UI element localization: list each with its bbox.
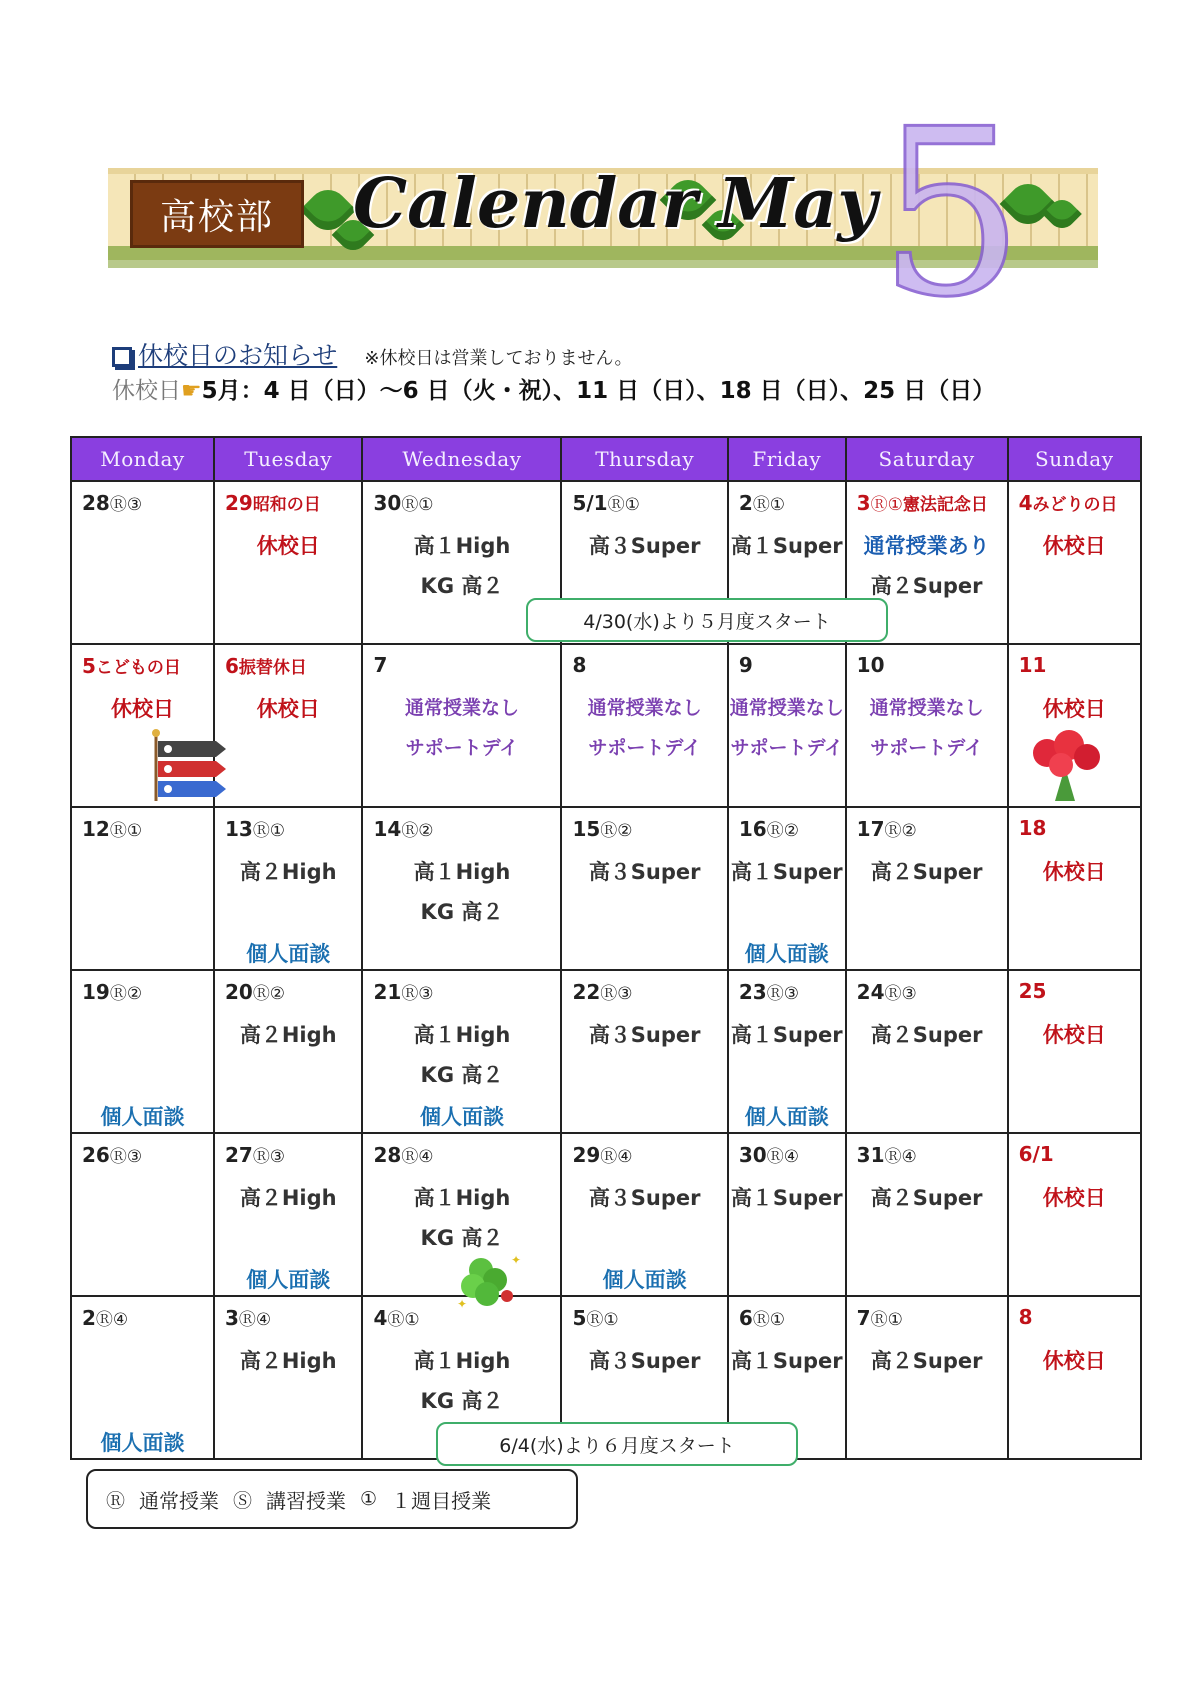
cell-note: 高２High [239,1023,337,1047]
interview-label: 個人面談 [744,1105,829,1129]
cell-note: KG 高２ [420,1063,504,1087]
day-number-label [572,979,632,1004]
day-number-label [739,653,753,677]
day-number-label [1019,816,1047,840]
day-number-label [373,1142,433,1167]
header-banner [108,81,1098,348]
day-number-label [225,816,285,841]
cell-note: 高１Super [730,1186,843,1210]
calendar-week-row [71,644,1141,807]
class-week-mark: Ⓡ① [401,495,434,515]
holiday-name: みどりの日 [1032,495,1118,515]
interview-label: 個人面談 [246,1268,331,1292]
cell-note: サポートデイ [730,737,844,759]
day-number: 22 [572,980,601,1004]
day-number-label [857,490,988,515]
cell-note: 高１Super [730,534,843,558]
day-number-label [739,816,799,841]
may-start-banner: 4/30(水)より５月度スタート [526,598,888,642]
day-number: 9 [738,653,753,677]
day-number-label [739,979,799,1004]
cell-note: サポートデイ [405,737,519,759]
day-number: 19 [82,980,110,1004]
day-number: 29 [224,491,253,515]
day-number: 3 [856,491,871,515]
day-number-label [572,1305,618,1330]
day-number-label [739,1305,785,1330]
day-number-label [82,1142,142,1167]
day-number-label [1019,979,1047,1003]
cell-note: 高１High [413,1349,511,1373]
regular-class-symbol: Ⓡ [106,1489,126,1512]
cell-note: 高３Super [588,1023,701,1047]
calendar-day-cell [1008,1296,1141,1459]
cell-note: 高２High [239,1186,337,1210]
day-number: 2 [82,1306,96,1330]
interview-label: 個人面談 [419,1105,504,1129]
cell-note: 休校日 [1042,1023,1106,1047]
weekday-wednesday: Wednesday [362,437,561,481]
calendar-day-cell [561,807,727,970]
closure-notice [112,336,633,372]
day-number: 3 [224,1306,239,1330]
holiday-name: 振替休日 [238,658,307,678]
calendar-day-cell [728,644,846,807]
cell-note: 休校日 [1042,534,1106,558]
class-week-mark: Ⓡ① [607,495,640,515]
week-number-label: １週目授業 [391,1488,492,1513]
day-number-label [225,1305,271,1330]
month-number: 5 [878,81,1025,348]
class-week-mark: Ⓡ① [870,495,903,515]
weekday-sunday: Sunday [1008,437,1141,481]
day-number: 27 [224,1143,253,1167]
title-month: May [718,164,877,244]
day-number: 30 [738,1143,767,1167]
calendar-day-cell [561,970,727,1133]
day-number-label [857,979,917,1004]
calendar-week-row [71,1133,1141,1296]
legend [86,1469,578,1529]
closure-date-list: 5月：4 日（日）〜6 日（火・祝）、11 日（日）、18 日（日）、25 日（日） [201,378,996,404]
day-number: 28 [373,1143,402,1167]
day-number: 6/1 [1018,1142,1054,1166]
calendar-day-cell [1008,644,1141,807]
cell-note: 高１High [413,860,511,884]
day-number: 15 [572,817,601,841]
cell-note: 休校日 [1042,1349,1106,1373]
day-number: 7 [373,653,388,677]
interview-label: 個人面談 [246,942,331,966]
calendar-day-cell [214,481,363,644]
day-number: 18 [1018,816,1047,840]
class-week-mark: Ⓡ① [109,821,143,841]
june-start-banner: 6/4(水)より６月度スタート [436,1422,798,1466]
calendar-day-cell [214,807,363,970]
calendar-day-cell [561,644,727,807]
day-number: 4 [1018,491,1033,515]
checkbox-icon [112,347,132,367]
class-week-mark: Ⓡ④ [600,1147,633,1167]
clover-icon [451,1252,523,1312]
day-number-label [82,979,142,1004]
cell-note: KG 高２ [420,574,504,598]
day-number: 20 [224,980,253,1004]
cell-note: 通常授業なし [869,697,984,719]
day-number: 24 [856,980,885,1004]
calendar-day-cell [846,644,1008,807]
day-number-label [572,653,586,677]
cell-note: 休校日 [1042,1186,1106,1210]
calendar-day-cell [561,1133,727,1296]
class-week-mark: Ⓡ② [252,984,286,1004]
day-number: 23 [738,980,767,1004]
notice-heading: 休校日のお知らせ [112,341,337,370]
class-week-mark: Ⓡ② [884,821,917,841]
calendar-day-cell [1008,481,1141,644]
class-week-mark: Ⓡ① [752,1310,786,1330]
weekday-saturday: Saturday [846,437,1008,481]
calendar-day-cell [362,970,561,1133]
day-number-label [82,653,181,678]
class-week-mark: Ⓡ① [752,495,786,515]
cell-note: 高１Super [730,1349,843,1373]
interview-label: 個人面談 [100,1105,185,1129]
calendar-week-row [71,970,1141,1133]
cell-note: 高３Super [588,1349,701,1373]
weekday-tuesday: Tuesday [214,437,363,481]
calendar-day-cell [362,807,561,970]
seasonal-class-symbol: Ⓢ [233,1489,253,1512]
day-number: 14 [373,817,402,841]
calendar-day-cell [728,1133,846,1296]
day-number-label [373,816,433,841]
day-number-label [572,816,632,841]
class-week-mark: Ⓡ③ [401,984,434,1004]
day-number-label [857,1305,903,1330]
day-number-label [82,1305,128,1330]
cell-note: 高２High [239,1349,337,1373]
calendar-day-cell [71,1296,214,1459]
day-number-label [225,979,285,1004]
calendar-day-cell [728,807,846,970]
class-week-mark: Ⓡ① [252,821,286,841]
regular-class-label: 通常授業 [139,1488,220,1513]
class-week-mark: Ⓡ④ [401,1147,434,1167]
cell-note: 高２High [239,860,337,884]
calendar-week-row [71,807,1141,970]
cell-note: 高２Super [870,1349,983,1373]
svg-text:✦: ✦ [457,1297,468,1311]
calendar-day-cell [1008,807,1141,970]
day-number: 25 [1018,979,1047,1003]
cell-note: 休校日 [1042,860,1106,884]
calendar-day-cell [71,807,214,970]
day-number: 30 [373,491,402,515]
cell-note: 高２Super [870,860,983,884]
class-week-mark: Ⓡ① [387,1310,420,1330]
day-number-label [739,1142,799,1167]
day-number-label [857,653,885,677]
class-week-mark: Ⓡ② [600,821,633,841]
day-number: 21 [373,980,402,1004]
calendar-day-cell [71,481,214,644]
holiday-name: 昭和の日 [252,495,321,515]
day-number-label [82,816,142,841]
day-number: 11 [1018,653,1047,677]
cell-note: 高１High [413,1023,511,1047]
calendar-day-cell [71,970,214,1133]
day-number: 12 [82,817,110,841]
calendar-day-cell [71,1133,214,1296]
day-number: 8 [1018,1305,1033,1329]
cell-note: KG 高２ [420,1226,504,1250]
cell-note: 通常授業なし [729,697,844,719]
cell-note: 休校日 [256,534,320,558]
day-number: 5/1 [572,491,608,515]
cell-note: 高３Super [588,860,701,884]
class-week-mark: Ⓡ④ [884,1147,917,1167]
day-number-label [82,490,142,515]
cell-note: 高１High [413,534,511,558]
weekday-friday: Friday [728,437,846,481]
day-number: 4 [373,1306,388,1330]
calendar-day-cell [728,970,846,1133]
calendar-day-cell [214,1296,363,1459]
day-number: 29 [572,1143,601,1167]
cell-note: 休校日 [110,697,174,721]
class-week-mark: Ⓡ④ [95,1310,129,1330]
cell-note: 高１Super [730,1023,843,1047]
cell-note: 高３Super [588,534,701,558]
class-week-mark: Ⓡ③ [884,984,917,1004]
day-number-label [373,653,387,677]
day-number-label [373,979,433,1004]
calendar-day-cell [846,1296,1008,1459]
day-number-label [1019,1142,1054,1166]
day-number-label [225,490,321,515]
class-week-mark: Ⓡ③ [109,495,143,515]
weekday-monday: Monday [71,437,214,481]
calendar-day-cell [71,644,214,807]
cell-note: 高２Super [870,1186,983,1210]
day-number: 16 [738,817,767,841]
cell-note: 高１Super [730,860,843,884]
cell-note: KG 高２ [420,900,504,924]
cell-note: 通常授業なし [587,697,702,719]
day-number: 6 [738,1306,753,1330]
cell-note: 休校日 [1042,697,1106,721]
closure-lead: 休校日 [112,378,181,404]
section-label: 高校部 [130,180,304,248]
class-week-mark: Ⓡ① [586,1310,619,1330]
cell-note: 高１High [413,1186,511,1210]
interview-label: 個人面談 [100,1431,185,1455]
day-number: 10 [856,653,885,677]
day-number: 17 [856,817,885,841]
day-number-label [225,653,307,678]
class-week-mark: Ⓡ③ [600,984,633,1004]
class-week-mark: Ⓡ③ [109,1147,143,1167]
calendar-day-cell [214,970,363,1133]
day-number: 31 [856,1143,885,1167]
day-number-label [225,1142,285,1167]
cell-note: 高３Super [588,1186,701,1210]
class-week-mark: Ⓡ③ [252,1147,286,1167]
day-number-label [373,1305,419,1330]
class-week-mark: Ⓡ② [401,821,434,841]
notice-note: ※休校日は営業しておりません。 [364,348,633,369]
class-week-mark: Ⓡ① [870,1310,903,1330]
day-number-label [572,1142,632,1167]
weekday-header-row [71,437,1141,481]
day-number-label [572,490,639,515]
carnation-bouquet-icon [1025,727,1105,803]
day-number-label [739,490,785,515]
day-number-label [857,1142,917,1167]
interview-label: 個人面談 [744,942,829,966]
class-week-mark: Ⓡ② [109,984,143,1004]
day-number: 13 [224,817,253,841]
title-calendar: Calendar [353,164,698,244]
cell-note: 休校日 [256,697,320,721]
class-week-mark: Ⓡ④ [238,1310,272,1330]
weekday-thursday: Thursday [561,437,727,481]
cell-note: サポートデイ [588,737,701,759]
day-number: 6 [224,654,239,678]
calendar-day-cell [1008,1133,1141,1296]
svg-text:✦: ✦ [511,1253,522,1267]
cell-note: 高２Super [870,574,983,598]
day-number-label [857,816,917,841]
cell-note: 通常授業あり [863,534,990,558]
day-number-label [1019,1305,1033,1329]
calendar-day-cell [846,970,1008,1133]
cell-note: サポートデイ [870,737,983,759]
day-number: 26 [82,1143,110,1167]
day-number: 8 [572,653,587,677]
seasonal-class-label: 講習授業 [266,1488,347,1513]
closure-dates [112,372,995,405]
day-number: 2 [738,491,753,515]
calendar-day-cell [362,644,561,807]
calendar-day-cell [362,1133,561,1311]
day-number: 5 [572,1306,587,1330]
day-number-label [1019,653,1047,677]
calendar-day-cell [214,1133,363,1296]
cell-note: 通常授業なし [404,697,519,719]
calendar-day-cell [846,1133,1008,1296]
calendar-day-cell [846,807,1008,970]
holiday-name: こどもの日 [95,658,181,678]
pointing-hand-icon: ☛ [181,378,202,404]
day-number: 5 [82,654,96,678]
day-number: 28 [82,491,110,515]
day-number-label [1019,490,1118,515]
calendar-grid [70,436,1142,1460]
class-week-mark: Ⓡ② [766,821,799,841]
class-week-mark: Ⓡ③ [766,984,799,1004]
week-number-symbol: ① [360,1488,378,1510]
day-number-label [373,490,433,515]
cell-note: 高２Super [870,1023,983,1047]
holiday-name: 憲法記念日 [902,495,988,515]
cell-note: KG 高２ [420,1389,504,1413]
calendar-day-cell [214,644,363,807]
interview-label: 個人面談 [602,1268,687,1292]
day-number: 7 [856,1306,871,1330]
class-week-mark: Ⓡ④ [766,1147,799,1167]
calendar-day-cell [1008,970,1141,1133]
